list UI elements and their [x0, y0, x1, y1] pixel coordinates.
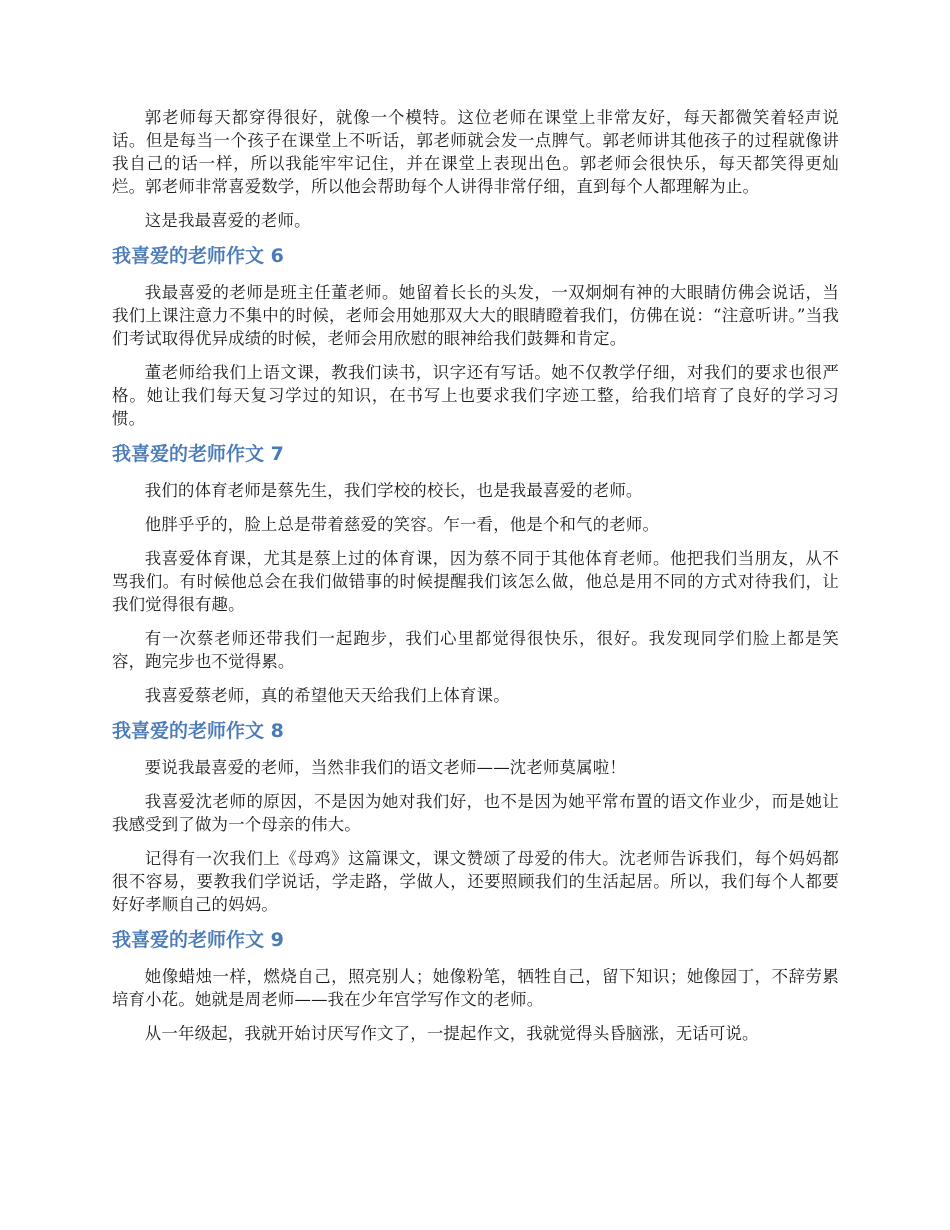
paragraph: 有一次蔡老师还带我们一起跑步，我们心里都觉得很快乐，很好。我发现同学们脸上都是笑容，跑完步也不觉得累。 [112, 629, 839, 671]
paragraph: 从一年级起，我就开始讨厌写作文了，一提起作文，我就觉得头昏脑涨，无话可说。 [144, 1024, 759, 1043]
paragraph: 我喜爱蔡老师，真的希望他天天给我们上体育课。 [144, 686, 510, 705]
document-page [112, 106, 839, 1056]
paragraph: 他胖乎乎的，脸上总是带着慈爱的笑容。乍一看，他是个和气的老师。 [144, 515, 660, 534]
section-heading: 我喜爱的老师作文 9 [112, 929, 284, 951]
paragraph: 我最喜爱的老师是班主任董老师。她留着长长的头发，一双炯炯有神的大眼睛仿佛会说话，当我们上课注意力不集中的时候，老师会用她那双大大的眼睛瞪着我们，仿佛在说：“注意听讲。”当我 们考试取得优异成绩的时候，老师会用欣慰的眼神给我们鼓舞和肯定。 [112, 283, 839, 348]
paragraph: 我喜爱沈老师的原因，不是因为她对我们好，也不是因为她平常布置的语文作业少，而是她让我感受到了做为一个母亲的伟大。 [112, 792, 839, 834]
paragraph: 她像蜡烛一样，燃烧自己，照亮别人；她像粉笔，牺牲自己，留下知识；她像园丁，不辞劳累培育小花。她就是周老师——我在少年宫学写作文的老师。 [112, 967, 839, 1009]
section-heading: 我喜爱的老师作文 6 [112, 245, 284, 267]
paragraph: 我喜爱体育课，尤其是蔡上过的体育课，因为蔡不同于其他体育老师。他把我们当朋友，从不骂我们。有时候他总会在我们做错事的时候提醒我们该怎么做，他总是用不同的方式对待我们，让我们觉得很有趣。 [112, 549, 839, 614]
section-heading: 我喜爱的老师作文 7 [112, 443, 284, 465]
paragraph: 郭老师每天都穿得很好，就像一个模特。这位老师在课堂上非常友好，每天都微笑着轻声说话。但是每当一个孩子在课堂上不听话，郭老师就会发一点脾气。郭老师讲其他孩子的过程就像讲我自己的话一样，所以我能牢牢记住，并在课堂上表现出色。郭老师会很快乐，每天都笑得更灿烂。郭老师非常喜爱数学，所以他会帮助每个人讲得非常仔细，直到每个人都理解为止。 [112, 108, 839, 196]
paragraph: 董老师给我们上语文课，教我们读书，识字还有写话。她不仅教学仔细，对我们的要求也很严格。她让我们每天复习学过的知识，在书写上也要求我们字迹工整，给我们培育了良好的学习习惯。 [112, 363, 839, 428]
paragraph: 这是我最喜爱的老师。 [144, 211, 311, 230]
paragraph: 要说我最喜爱的老师，当然非我们的语文老师——沈老师莫属啦！ [144, 758, 626, 777]
paragraph: 记得有一次我们上《母鸡》这篇课文，课文赞颂了母爱的伟大。沈老师告诉我们，每个妈妈都很不容易，要教我们学说话，学走路，学做人，还要照顾我们的生活起居。所以，我们每个人都要好好孝顺自己的妈妈。 [112, 849, 839, 914]
section-heading: 我喜爱的老师作文 8 [112, 720, 284, 742]
paragraph: 我们的体育老师是蔡先生，我们学校的校长，也是我最喜爱的老师。 [144, 481, 643, 500]
